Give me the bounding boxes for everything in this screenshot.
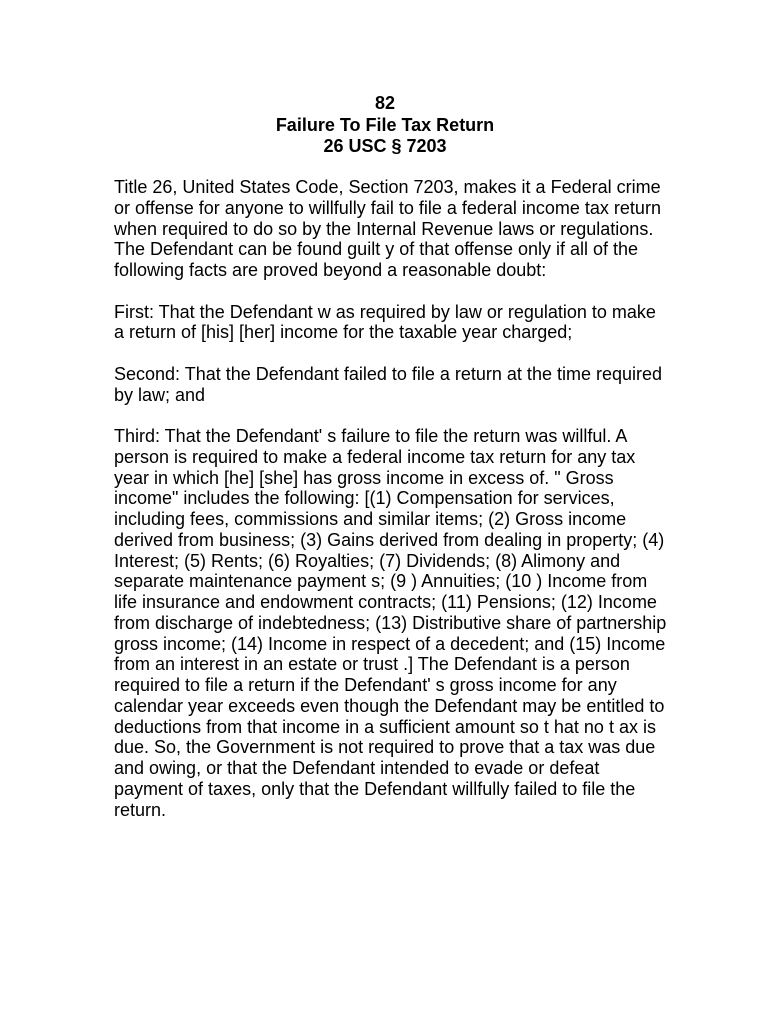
- text-line: separate maintenance payment s; (9 ) Annuities; (10 ) Income from: [114, 571, 648, 592]
- text-line: deductions from that income in a sufficient amount so t hat no t ax is: [114, 716, 656, 737]
- instruction-number: 82: [374, 93, 396, 113]
- first-element-paragraph: [114, 302, 666, 344]
- text-line: Second: That the Defendant failed to file a return at the time required: [114, 363, 663, 384]
- text-line: or offense for anyone to willfully fail to file a federal income tax return: [114, 197, 661, 218]
- text-line: payment of taxes, only that the Defendant willfully failed to file the: [114, 778, 636, 799]
- text-line: derived from business; (3) Gains derived from dealing in property; (4): [114, 529, 665, 550]
- text-line: Third: That the Defendant' s failure to file the return was willful. A: [114, 426, 628, 446]
- text-line: a return of [his] [her] income for the taxable year charged;: [114, 322, 573, 343]
- text-line: following facts are proved beyond a reasonable doubt:: [114, 260, 547, 280]
- text-line: Interest; (5) Rents; (6) Royalties; (7) Dividends; (8) Alimony and: [114, 550, 621, 571]
- text-line: life insurance and endowment contracts; (11) Pensions; (12) Income: [114, 592, 657, 612]
- text-line: calendar year exceeds even though the Defendant may be entitled to: [114, 695, 665, 716]
- text-line: gross income; (14) Income in respect of a decedent; and (15) Income: [114, 633, 666, 654]
- document-body: [114, 177, 666, 841]
- text-line: year in which [he] [she] has gross income in excess of. " Gross: [114, 467, 614, 488]
- text-line: from an interest in an estate or trust .] The Defendant is a person: [114, 654, 630, 675]
- text-line: and owing, or that the Defendant intended to evade or defeat: [114, 758, 600, 778]
- text-line: Title 26, United States Code, Section 7203, makes it a Federal crime: [114, 177, 661, 197]
- text-line: The Defendant can be found guilt y of that offense only if all of the: [114, 239, 639, 260]
- text-line: First: That the Defendant w as required by law or regulation to make: [114, 301, 656, 322]
- text-line: including fees, commissions and similar items; (2) Gross income: [114, 509, 627, 529]
- second-element-paragraph: [114, 364, 666, 406]
- text-line: from discharge of indebtedness; (13) Distributive share of partnership: [114, 612, 667, 633]
- text-line: person is required to make a federal income tax return for any tax: [114, 446, 636, 467]
- statute-citation: 26 USC § 7203: [323, 136, 447, 156]
- document-heading: [0, 93, 770, 158]
- text-line: by law; and: [114, 384, 206, 405]
- text-line: income" includes the following: [(1) Compensation for services,: [114, 488, 615, 509]
- text-line: due. So, the Government is not required to prove that a tax was due: [114, 737, 656, 758]
- third-element-paragraph: [114, 426, 666, 820]
- text-line: required to file a return if the Defendant' s gross income for any: [114, 675, 617, 695]
- text-line: when required to do so by the Internal Revenue laws or regulations.: [114, 218, 654, 239]
- text-line: return.: [114, 799, 167, 820]
- intro-paragraph: [114, 177, 666, 281]
- instruction-title: Failure To File Tax Return: [275, 114, 495, 135]
